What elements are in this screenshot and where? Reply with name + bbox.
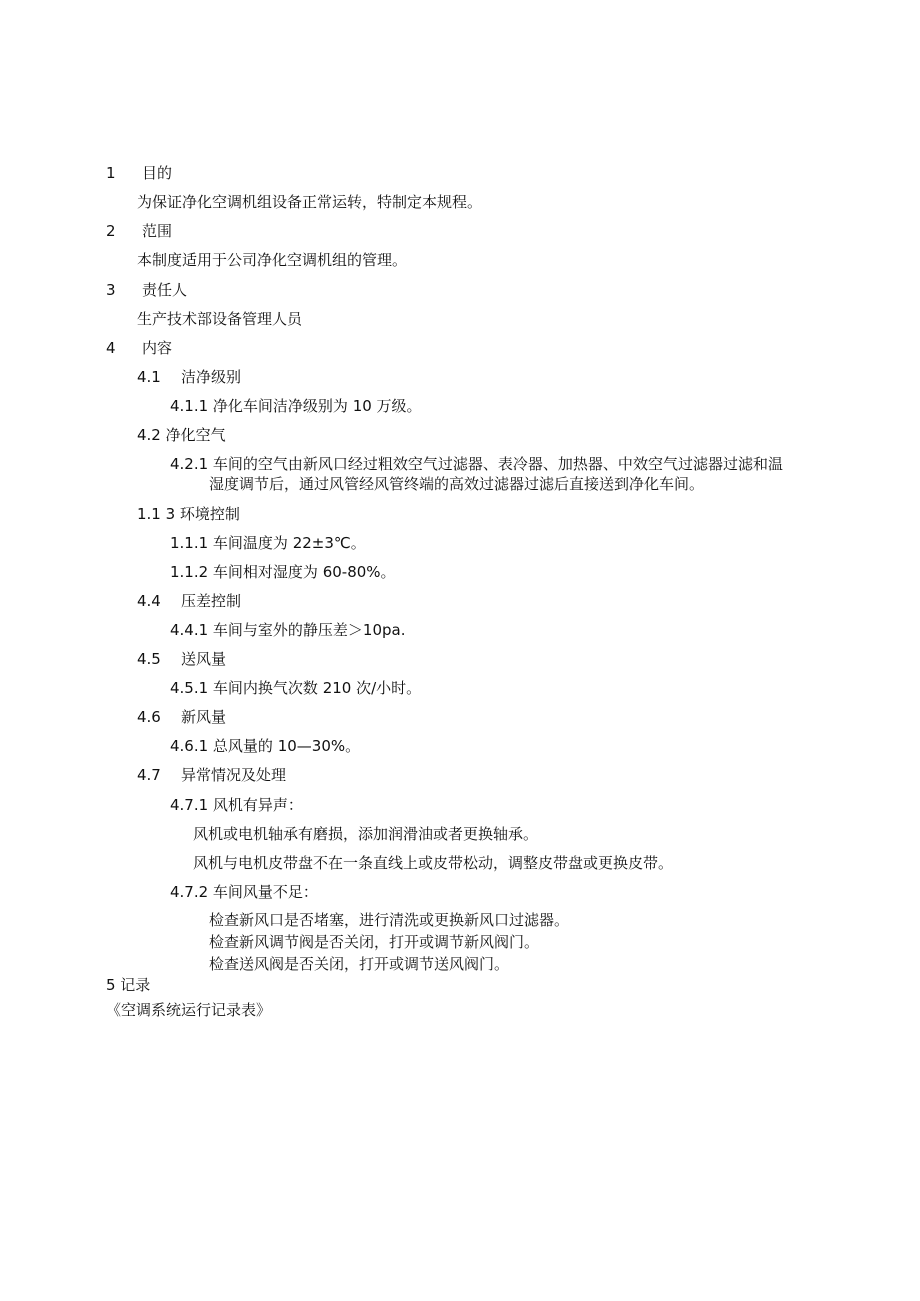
section-4-title: 内容 xyxy=(142,339,173,357)
subsection-4-6-number: 4.6 xyxy=(137,708,161,726)
records-heading: 5 记录 xyxy=(106,976,151,994)
section-2-number: 2 xyxy=(106,222,116,240)
section-1-number: 1 xyxy=(106,164,116,182)
subsection-4-5-number: 4.5 xyxy=(137,650,161,668)
subsection-4-1-title: 洁净级别 xyxy=(181,368,242,386)
section-1-title: 目的 xyxy=(142,164,173,182)
item-4-7-1-remedy-a: 风机或电机轴承有磨损，添加润滑油或者更换轴承。 xyxy=(193,825,539,843)
subsection-4-4-number: 4.4 xyxy=(137,592,161,610)
item-4-7-2-remedy-a: 检查新风口是否堵塞，进行清洗或更换新风口过滤器。 xyxy=(209,911,570,929)
item-4-7-1-remedy-b: 风机与电机皮带盘不在一条直线上或皮带松动，调整皮带盘或更换皮带。 xyxy=(193,854,674,872)
section-3-body: 生产技术部设备管理人员 xyxy=(137,310,303,328)
subsection-4-2-heading: 4.2 净化空气 xyxy=(137,426,226,444)
item-4-7-2-remedy-c: 检查送风阀是否关闭，打开或调节送风阀门。 xyxy=(209,955,510,973)
item-4-2-1-line2: 湿度调节后，通过风管经风管终端的高效过滤器过滤后直接送到净化车间。 xyxy=(209,475,705,493)
subsection-4-6-title: 新风量 xyxy=(181,708,227,726)
item-4-1-1: 4.1.1 净化车间洁净级别为 10 万级。 xyxy=(170,397,422,415)
item-4-5-1: 4.5.1 车间内换气次数 210 次/小时。 xyxy=(170,679,422,697)
section-2-title: 范围 xyxy=(142,222,173,240)
section-3-title: 责任人 xyxy=(142,281,188,299)
records-form-name: 《空调系统运行记录表》 xyxy=(106,1001,272,1019)
section-3-number: 3 xyxy=(106,281,116,299)
subsection-4-7-title: 异常情况及处理 xyxy=(181,766,287,784)
subsection-4-5-title: 送风量 xyxy=(181,650,227,668)
item-humidity: 1.1.2 车间相对湿度为 60-80%。 xyxy=(170,563,396,581)
item-4-4-1: 4.4.1 车间与室外的静压差＞10pa. xyxy=(170,621,406,639)
subsection-4-4-title: 压差控制 xyxy=(181,592,242,610)
item-4-6-1: 4.6.1 总风量的 10—30%。 xyxy=(170,737,361,755)
item-4-7-2: 4.7.2 车间风量不足： xyxy=(170,883,318,901)
item-4-7-2-remedy-b: 检查新风调节阀是否关闭，打开或调节新风阀门。 xyxy=(209,933,540,951)
section-1-body: 为保证净化空调机组设备正常运转，特制定本规程。 xyxy=(137,193,483,211)
item-4-2-1-line1: 4.2.1 车间的空气由新风口经过粗效空气过滤器、表冷器、加热器、中效空气过滤器过滤和温 xyxy=(170,455,783,473)
subsection-environment-heading: 1.1 3 环境控制 xyxy=(137,505,240,523)
item-4-7-1: 4.7.1 风机有异声： xyxy=(170,796,303,814)
item-temperature: 1.1.1 车间温度为 22±3℃。 xyxy=(170,534,366,552)
subsection-4-7-number: 4.7 xyxy=(137,766,161,784)
section-2-body: 本制度适用于公司净化空调机组的管理。 xyxy=(137,251,408,269)
section-4-number: 4 xyxy=(106,339,116,357)
subsection-4-1-number: 4.1 xyxy=(137,368,161,386)
